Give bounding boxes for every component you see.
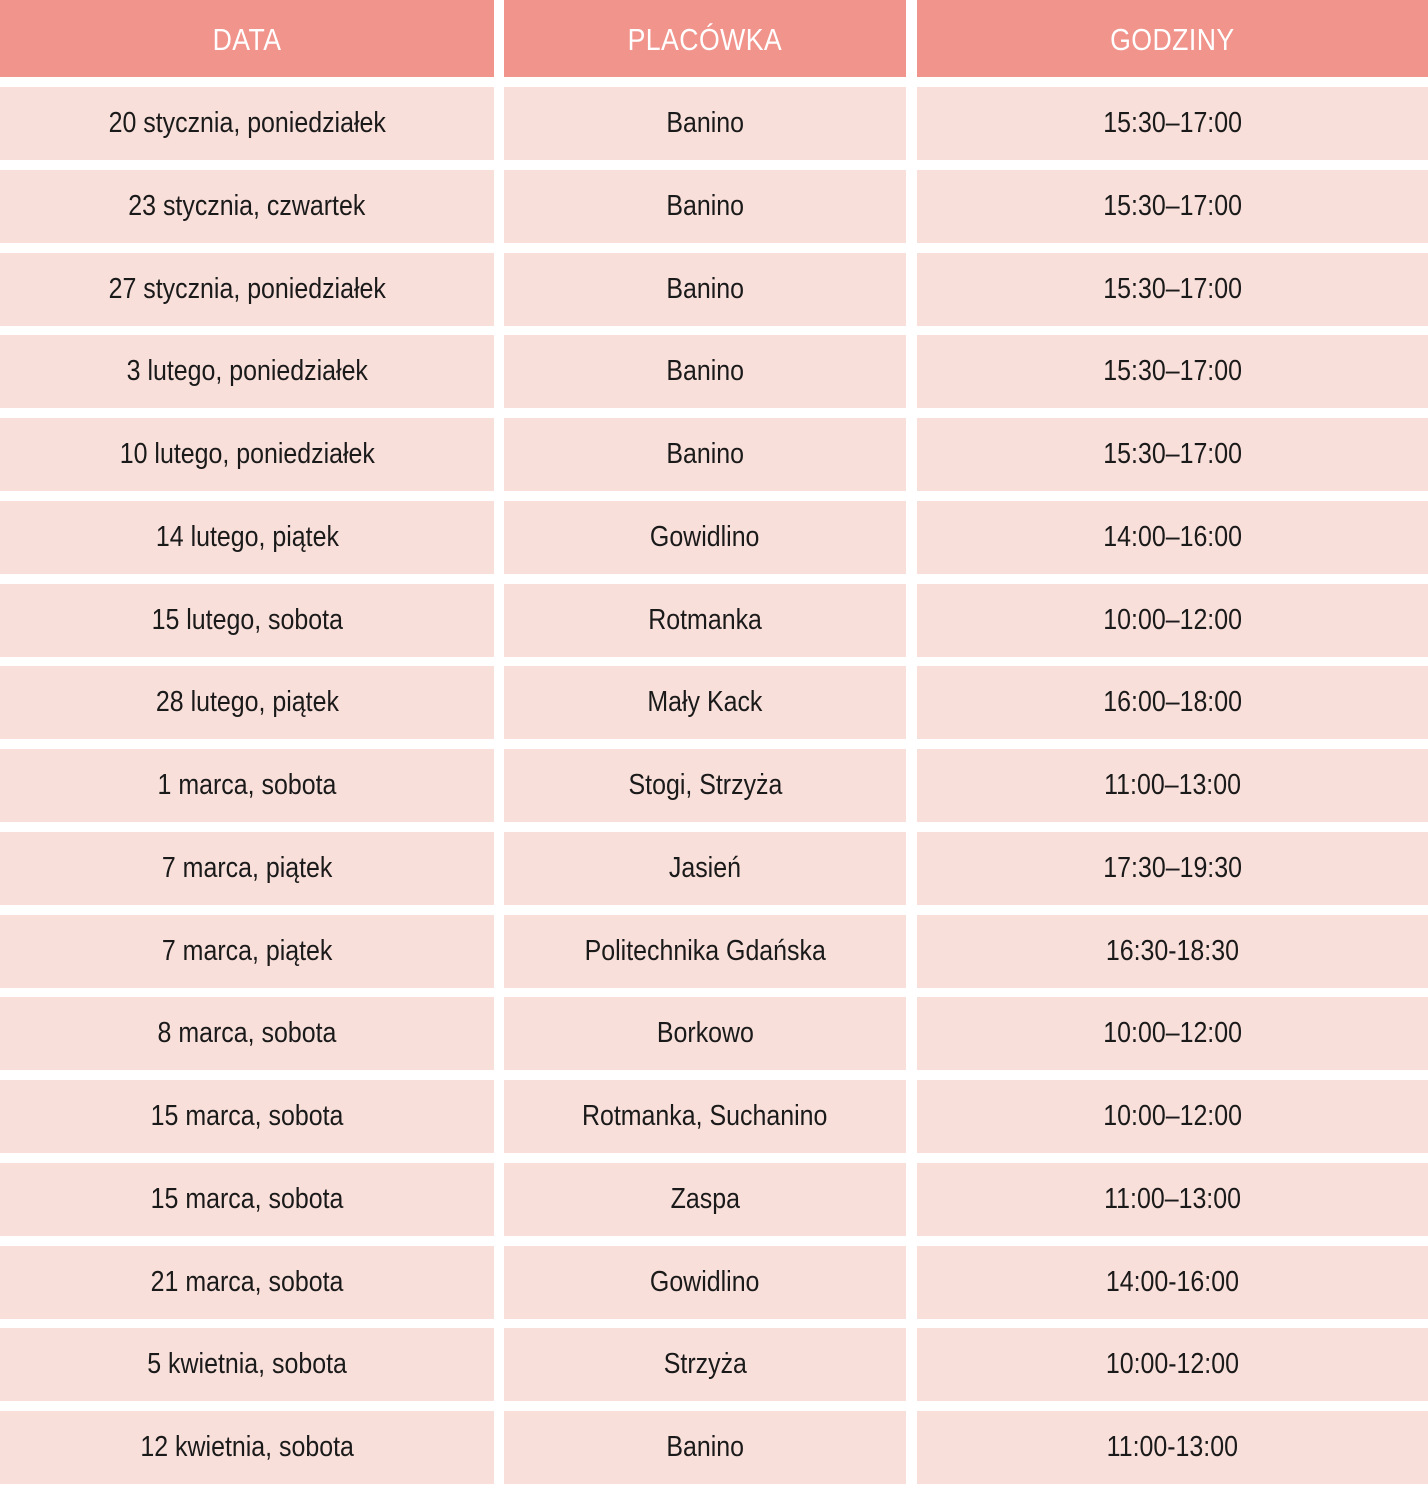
table-row [0,666,1428,739]
hours-cell-text: 14:00-16:00 [1105,1266,1240,1298]
date-cell-text: 5 kwietnia, sobota [147,1348,347,1380]
table-row [0,997,1428,1070]
location-cell [504,1246,906,1319]
date-cell-text: 10 lutego, poniedziałek [119,438,375,470]
hours-cell-text: 15:30–17:00 [1103,355,1242,387]
hours-cell [917,1080,1428,1153]
date-cell-text: 21 marca, sobota [150,1266,344,1298]
hours-cell-text: 15:30–17:00 [1103,438,1242,470]
date-cell-text: 12 kwietnia, sobota [140,1431,354,1463]
table-row [0,832,1428,905]
hours-cell [917,1246,1428,1319]
location-cell [504,1328,906,1401]
hours-cell-text: 10:00-12:00 [1105,1348,1240,1380]
date-cell [0,170,494,243]
location-cell-text: Jasień [668,852,742,884]
date-cell [0,832,494,905]
hours-cell-text: 10:00–12:00 [1103,604,1242,636]
hours-cell [917,1328,1428,1401]
location-cell-text: Banino [666,355,744,387]
date-cell [0,1080,494,1153]
header-label: PLACÓWKA [627,21,783,57]
hours-cell [917,170,1428,243]
location-cell-text: Banino [666,438,744,470]
table-row [0,87,1428,160]
date-cell-text: 27 stycznia, poniedziałek [108,273,386,305]
date-cell-text: 15 lutego, sobota [151,604,343,636]
location-cell [504,584,906,657]
date-cell-text: 20 stycznia, poniedziałek [108,107,386,139]
table-row [0,1411,1428,1484]
location-cell [504,501,906,574]
location-cell [504,1080,906,1153]
location-cell [504,915,906,988]
hours-cell-text: 16:30-18:30 [1105,935,1240,967]
location-cell [504,335,906,408]
table-row [0,170,1428,243]
location-cell [504,666,906,739]
date-cell [0,501,494,574]
location-cell-text: Gowidlino [650,521,760,553]
location-cell-text: Banino [666,107,744,139]
hours-cell [917,418,1428,491]
date-cell [0,1163,494,1236]
table-row [0,584,1428,657]
hours-cell [917,832,1428,905]
table-row [0,501,1428,574]
header-cell-data [0,0,494,77]
date-cell [0,666,494,739]
hours-cell-text: 14:00–16:00 [1103,521,1242,553]
hours-cell [917,666,1428,739]
date-cell-text: 15 marca, sobota [150,1100,344,1132]
table-header-row [0,0,1428,77]
location-cell-text: Banino [666,273,744,305]
location-cell-text: Stogi, Strzyża [628,769,782,801]
date-cell-text: 7 marca, piątek [161,935,333,967]
hours-cell [917,87,1428,160]
hours-cell [917,253,1428,326]
date-cell-text: 15 marca, sobota [150,1183,344,1215]
hours-cell-text: 11:00–13:00 [1104,1183,1241,1215]
date-cell-text: 14 lutego, piątek [155,521,339,553]
table-row [0,253,1428,326]
location-cell [504,253,906,326]
table-row [0,1163,1428,1236]
date-cell-text: 8 marca, sobota [157,1017,337,1049]
table-row [0,915,1428,988]
table-row [0,749,1428,822]
table-row [0,1080,1428,1153]
hours-cell-text: 15:30–17:00 [1103,190,1242,222]
hours-cell-text: 11:00-13:00 [1106,1431,1239,1463]
hours-cell [917,915,1428,988]
hours-cell-text: 16:00–18:00 [1103,686,1242,718]
date-cell [0,749,494,822]
location-cell [504,832,906,905]
header-cell-godziny [917,0,1428,77]
location-cell [504,170,906,243]
location-cell-text: Politechnika Gdańska [584,935,826,967]
location-cell-text: Rotmanka [648,604,762,636]
location-cell-text: Mały Kack [647,686,763,718]
hours-cell [917,1411,1428,1484]
header-label: DATA [212,21,282,57]
location-cell-text: Rotmanka, Suchanino [582,1100,828,1132]
location-cell [504,749,906,822]
location-cell-text: Zaspa [670,1183,740,1215]
header-label: GODZINY [1110,21,1235,57]
date-cell [0,1246,494,1319]
location-cell-text: Gowidlino [650,1266,760,1298]
date-cell-text: 7 marca, piątek [161,852,333,884]
location-cell-text: Banino [666,190,744,222]
table-row [0,335,1428,408]
date-cell [0,584,494,657]
date-cell [0,997,494,1070]
date-cell-text: 1 marca, sobota [157,769,337,801]
hours-cell-text: 15:30–17:00 [1103,273,1242,305]
date-cell-text: 23 stycznia, czwartek [128,190,366,222]
date-cell [0,1411,494,1484]
hours-cell [917,335,1428,408]
hours-cell-text: 11:00–13:00 [1104,769,1241,801]
table-row [0,418,1428,491]
location-cell-text: Borkowo [656,1017,754,1049]
location-cell [504,418,906,491]
hours-cell-text: 15:30–17:00 [1103,107,1242,139]
date-cell [0,418,494,491]
date-cell [0,253,494,326]
location-cell [504,87,906,160]
date-cell-text: 3 lutego, poniedziałek [126,355,368,387]
hours-cell-text: 10:00–12:00 [1103,1100,1242,1132]
date-cell [0,915,494,988]
location-cell-text: Strzyża [663,1348,747,1380]
table-row [0,1246,1428,1319]
header-cell-placowka [504,0,906,77]
hours-cell-text: 17:30–19:30 [1103,852,1242,884]
hours-cell [917,1163,1428,1236]
hours-cell [917,997,1428,1070]
hours-cell [917,749,1428,822]
hours-cell [917,584,1428,657]
hours-cell-text: 10:00–12:00 [1103,1017,1242,1049]
date-cell [0,335,494,408]
location-cell [504,997,906,1070]
date-cell [0,87,494,160]
hours-cell [917,501,1428,574]
location-cell-text: Banino [666,1431,744,1463]
table-row [0,1328,1428,1401]
date-cell [0,1328,494,1401]
location-cell [504,1163,906,1236]
date-cell-text: 28 lutego, piątek [155,686,339,718]
location-cell [504,1411,906,1484]
